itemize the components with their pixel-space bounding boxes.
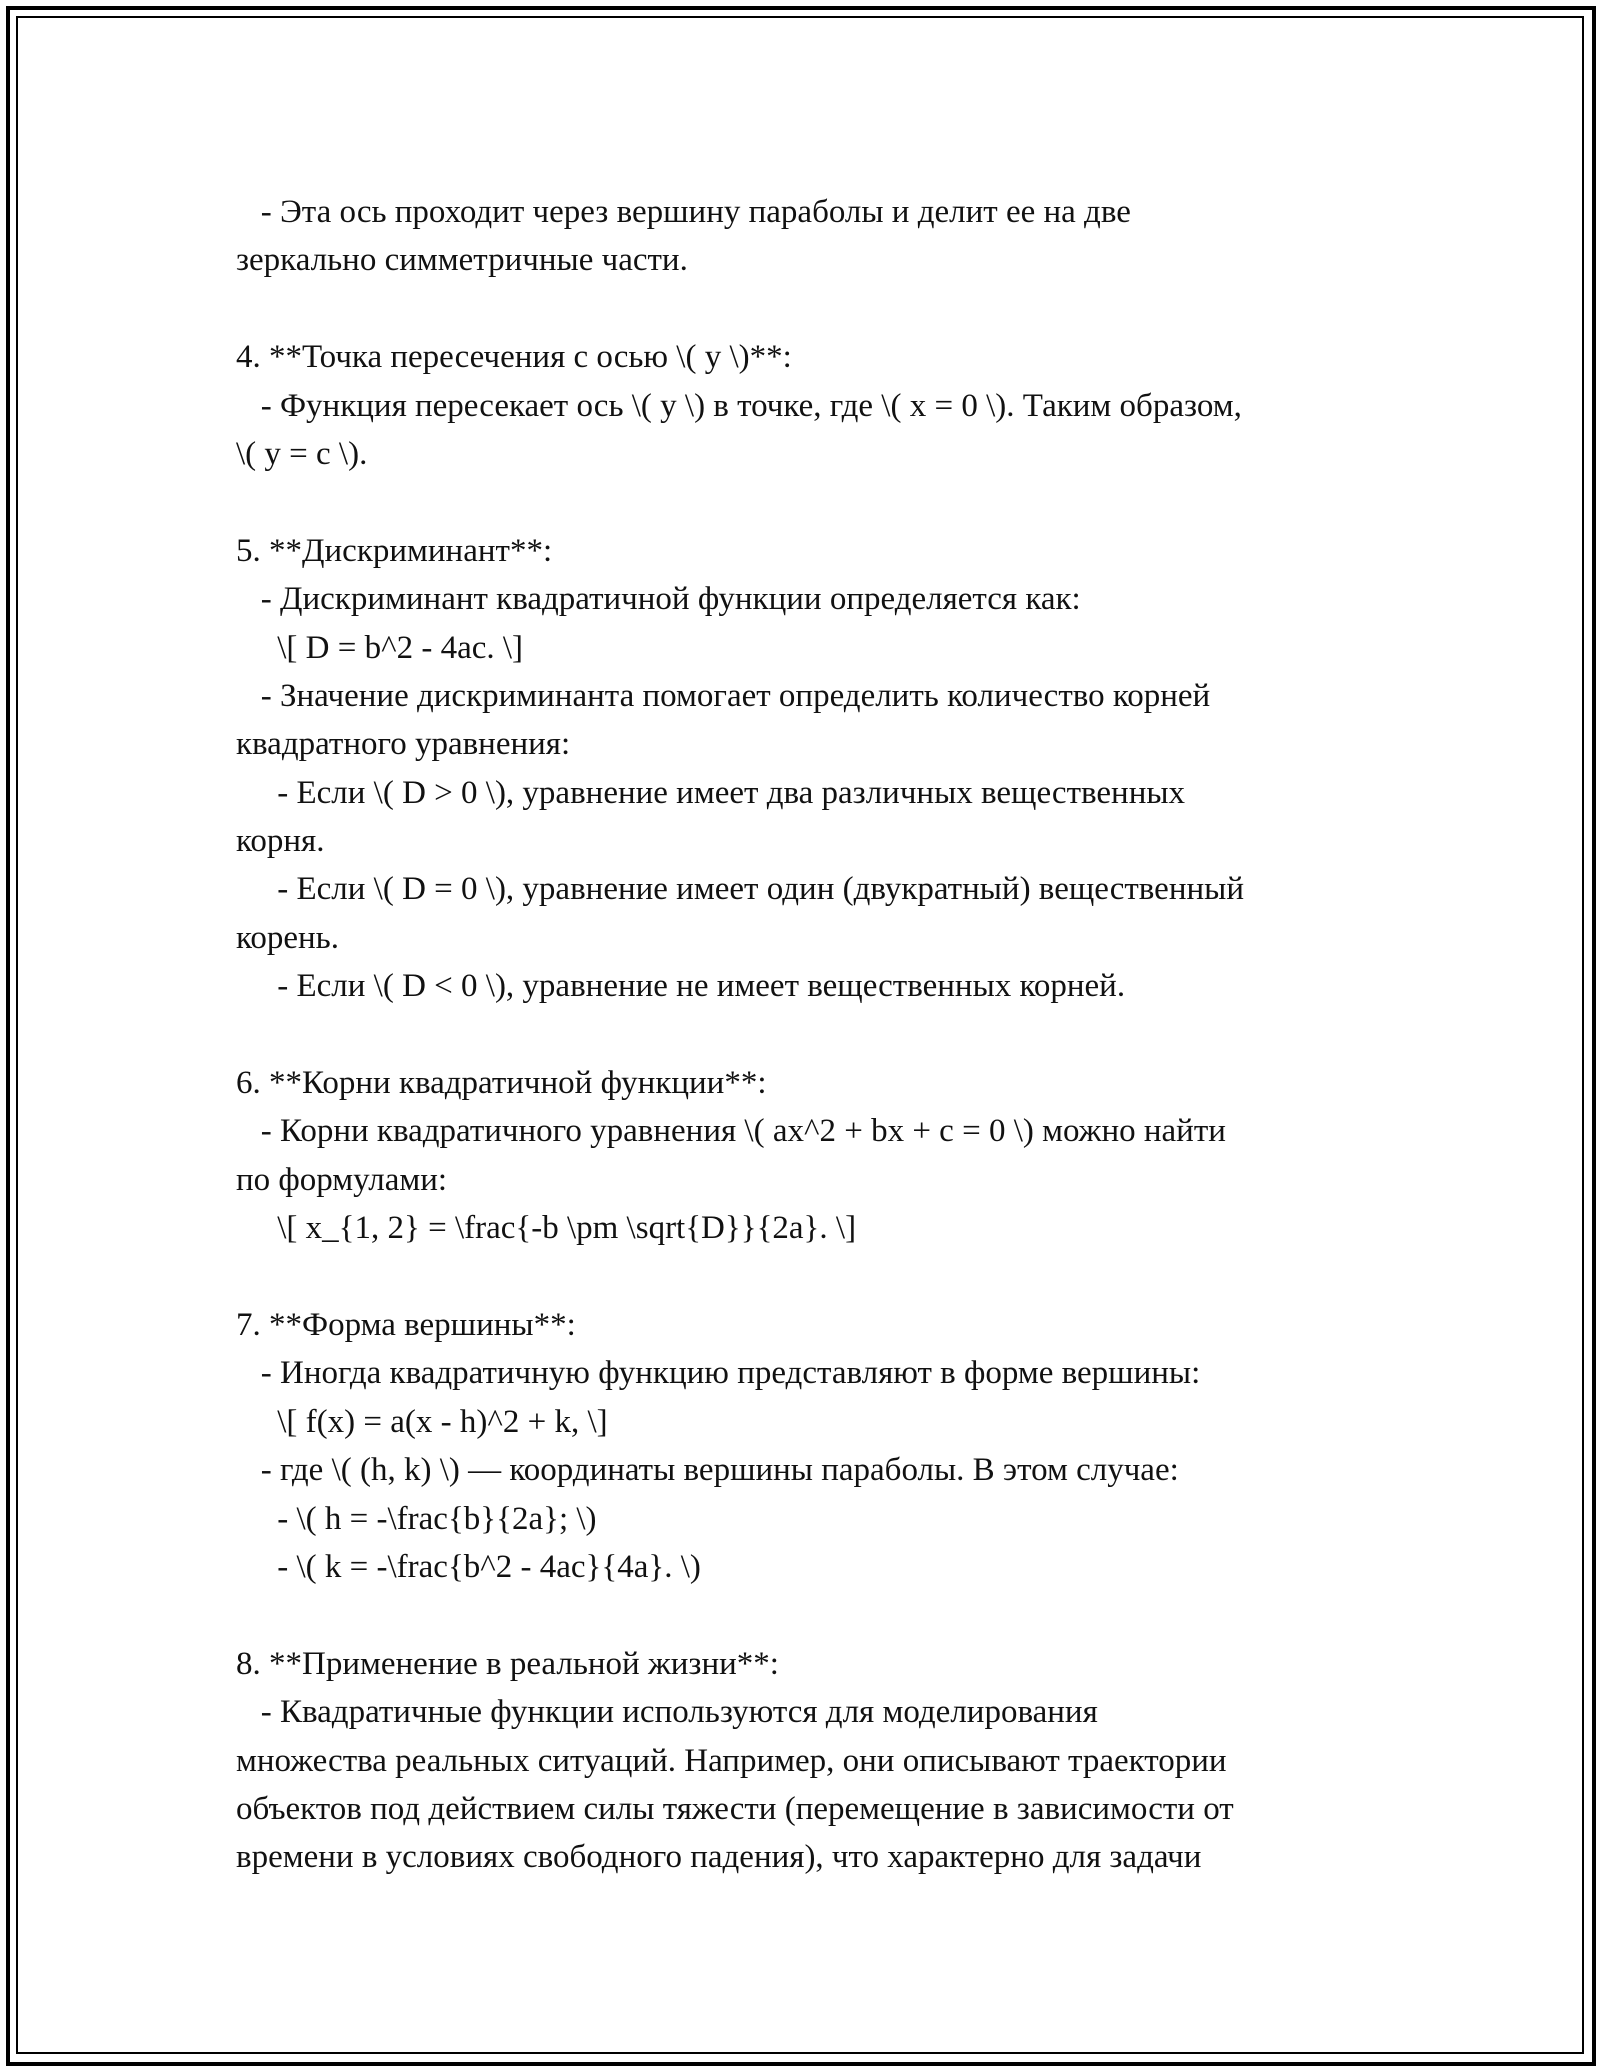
section-heading-8: 8. **Применение в реальной жизни**: <box>236 1645 779 1682</box>
text-line: - Дискриминант квадратичной функции определяется как: <box>236 581 1081 618</box>
formula-line: \[ D = b^2 - 4ac. \] <box>236 629 524 666</box>
formula-line: - \( h = -\frac{b}{2a}; \) <box>236 1500 597 1537</box>
text-line: - Эта ось проходит через вершину параболы и делит ее на две <box>236 194 1131 230</box>
formula-line: - \( k = -\frac{b^2 - 4ac}{4a}. \) <box>236 1548 701 1585</box>
text-line: множества реальных ситуаций. Например, они описывают траектории <box>236 1742 1227 1779</box>
blank-line <box>236 478 1386 526</box>
text-line: объектов под действием силы тяжести (перемещение в зависимости от <box>236 1790 1234 1827</box>
blank-line <box>236 1253 1386 1301</box>
text-line: - Квадратичные функции используются для моделирования <box>236 1694 1098 1731</box>
text-line: корень. <box>236 919 339 956</box>
text-line: зеркально симметричные части. <box>236 242 688 279</box>
text-line: - Если \( D = 0 \), уравнение имеет один (двукратный) вещественный <box>236 871 1244 908</box>
text-line: по формулами: <box>236 1161 448 1198</box>
formula-line: \[ x_{1, 2} = \frac{-b \pm \sqrt{D}}{2a}. \] <box>236 1210 857 1247</box>
text-line: - Если \( D < 0 \), уравнение не имеет вещественных корней. <box>236 968 1126 1005</box>
blank-line <box>236 285 1386 333</box>
blank-line <box>236 1011 1386 1059</box>
text-line: - Значение дискриминанта помогает определить количество корней <box>236 677 1211 714</box>
text-line: квадратного уравнения: <box>236 726 571 763</box>
text-line: - Корни квадратичного уравнения \( ax^2 + bx + c = 0 \) можно найти <box>236 1113 1226 1150</box>
text-line: \( y = c \). <box>236 435 368 472</box>
section-heading-4: 4. **Точка пересечения с осью \( y \)**: <box>236 339 792 376</box>
text-line: - Иногда квадратичную функцию представляют в форме вершины: <box>236 1355 1201 1392</box>
section-heading-5: 5. **Дискриминант**: <box>236 532 553 569</box>
formula-line: \[ f(x) = a(x - h)^2 + k, \] <box>236 1403 608 1440</box>
blank-line <box>236 1591 1386 1639</box>
document-body <box>236 188 1386 1882</box>
text-line: - где \( (h, k) \) — координаты вершины параболы. В этом случае: <box>236 1452 1179 1489</box>
text-line: корня. <box>236 823 325 860</box>
text-line: - Функция пересекает ось \( y \) в точке, где \( x = 0 \). Таким образом, <box>236 387 1242 424</box>
text-line: времени в условиях свободного падения), что характерно для задачи <box>236 1839 1202 1876</box>
section-heading-6: 6. **Корни квадратичной функции**: <box>236 1065 767 1102</box>
section-heading-7: 7. **Форма вершины**: <box>236 1306 576 1343</box>
text-line: - Если \( D > 0 \), уравнение имеет два различных вещественных <box>236 774 1186 811</box>
